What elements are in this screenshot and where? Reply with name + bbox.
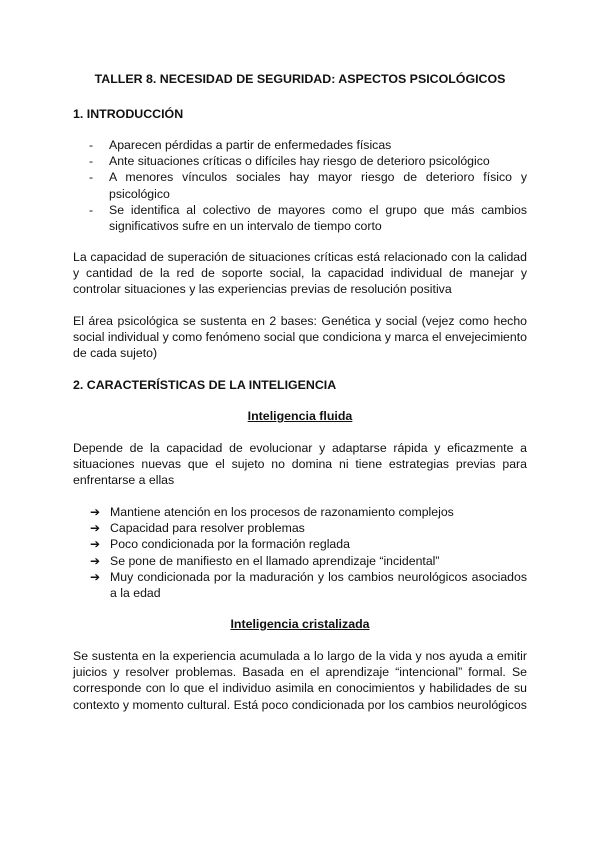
intro-bullet-list (73, 137, 527, 234)
subheading-inteligencia-cristalizada: Inteligencia cristalizada (230, 617, 370, 631)
arrow-icon: ➔ (90, 505, 101, 519)
dash-marker: - (89, 154, 94, 169)
section-heading-inteligencia: 2. CARACTERÍSTICAS DE LA INTELIGENCIA (73, 378, 337, 392)
paragraph-inteligencia-fluida: Depende de la capacidad de evolucionar y adaptarse rápida y eficazmente a situaciones nuevas que el sujeto no domina ni tiene estrategias previas para enfrentarse a ellas (73, 441, 527, 488)
list-item: ➔ Mantiene atención en los procesos de razonamiento complejos (90, 505, 454, 519)
list-item: - Aparecen pérdidas a partir de enfermedades físicas (89, 138, 392, 152)
arrow-icon: ➔ (90, 537, 101, 552)
paragraph-inteligencia-cristalizada: Se sustenta en la experiencia acumulada a lo largo de la vida y nos ayuda a emitir juicios y resolver problemas. Basada en el aprendizaje “intencional” formal. Se corresponde con lo que el individuo asimila en conocimientos y habilidades de su contexto y momento cultural. Está poco condicionada por los cambios neurológicos (73, 649, 527, 712)
arrow-icon: ➔ (90, 569, 101, 584)
arrow-icon: ➔ (90, 553, 101, 568)
list-item: ➔ Se pone de manifiesto en el llamado aprendizaje “incidental” (90, 553, 440, 568)
arrow-icon: ➔ (90, 521, 101, 536)
list-item: - Se identifica al colectivo de mayores como el grupo que más cambios significativos sufre en un intervalo de tiempo corto (89, 202, 527, 234)
dash-marker: - (89, 202, 94, 217)
list-item: - A menores vínculos sociales hay mayor riesgo de deterioro físico y psicológico (89, 170, 527, 201)
list-item: ➔ Capacidad para resolver problemas (90, 521, 305, 536)
dash-marker: - (89, 138, 94, 152)
dash-marker: - (89, 170, 94, 185)
intro-paragraph-superacion: La capacidad de superación de situaciones críticas está relacionado con la calidad y cantidad de la red de soporte social, la capacidad individual de manejar y controlar situaciones y las experiencias previas de resolución positiva (73, 250, 527, 297)
subheading-inteligencia-fluida: Inteligencia fluida (247, 409, 353, 423)
intro-paragraph-area-psicologica: El área psicológica se sustenta en 2 bases: Genética y social (vejez como hecho social individual y como fenómeno social que condiciona y marca el envejecimiento de cada sujeto) (73, 314, 527, 361)
list-item: - Ante situaciones críticas o difíciles hay riesgo de deterioro psicológico (89, 154, 490, 169)
list-item: ➔ Poco condicionada por la formación reglada (90, 537, 350, 552)
section-heading-introduccion: 1. INTRODUCCIÓN (73, 107, 184, 121)
list-item: ➔ Muy condicionada por la maduración y los cambios neurológicos asociados a la edad (90, 569, 527, 601)
fluida-bullet-list (73, 504, 527, 601)
document-title: TALLER 8. NECESIDAD DE SEGURIDAD: ASPECTOS PSICOLÓGICOS (94, 72, 506, 86)
